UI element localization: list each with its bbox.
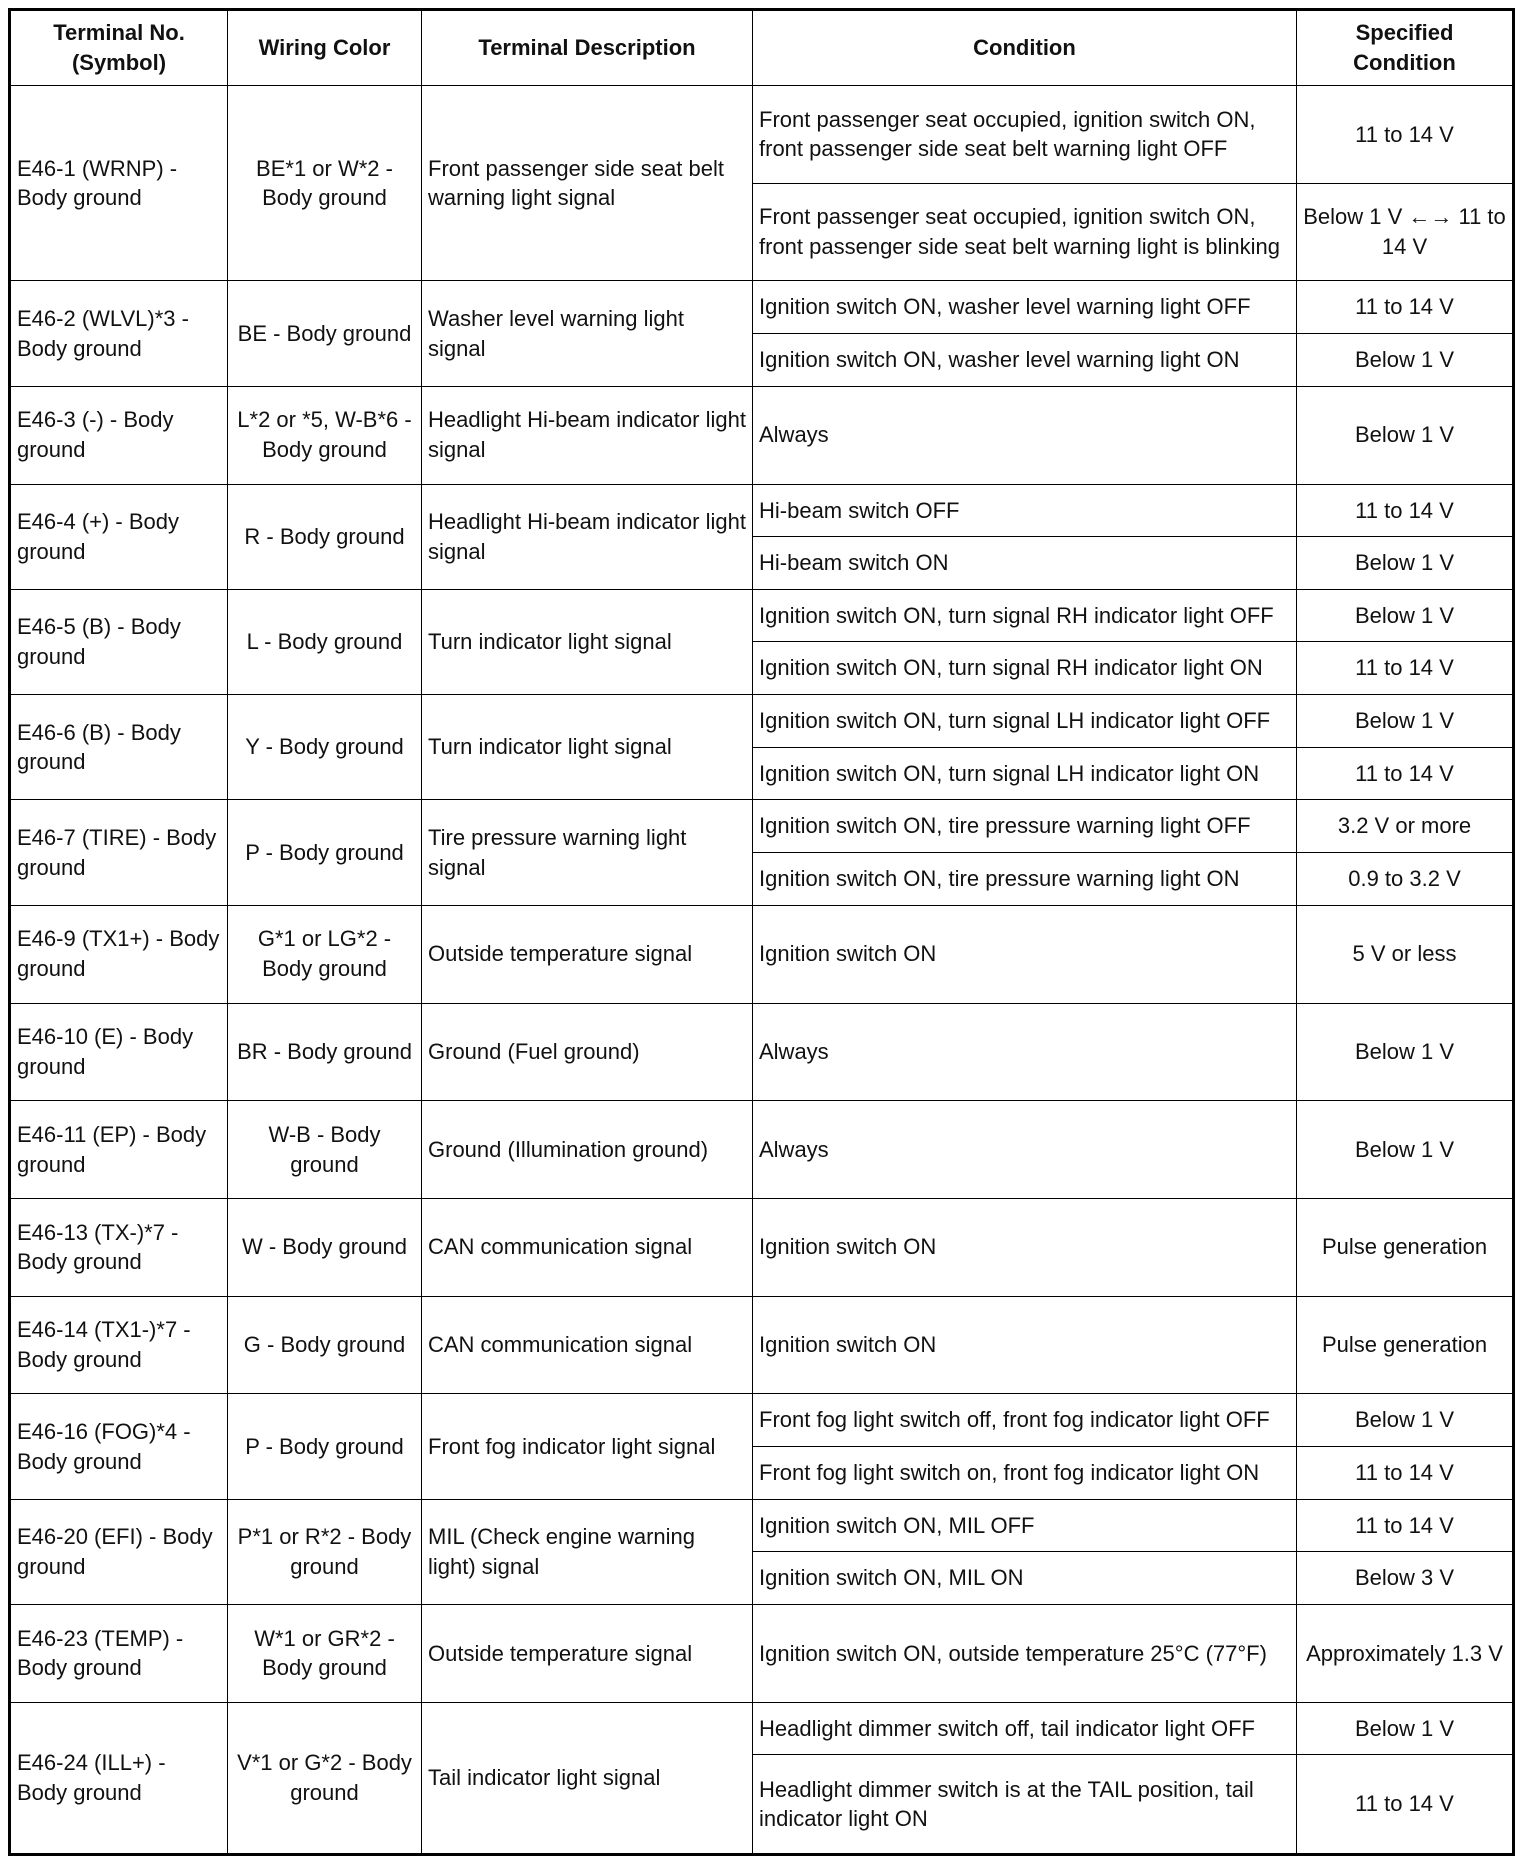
specified-condition-cell: 3.2 V or more — [1297, 800, 1514, 853]
specified-condition-cell: Below 3 V — [1297, 1552, 1514, 1605]
terminal-cell: E46-13 (TX-)*7 - Body ground — [10, 1198, 228, 1296]
specified-condition-cell: Below 1 V — [1297, 1101, 1514, 1199]
header-specified-condition: Specified Condition — [1297, 10, 1514, 86]
specified-condition-cell: Pulse generation — [1297, 1296, 1514, 1394]
condition-cell: Ignition switch ON, turn signal LH indicator light OFF — [753, 695, 1297, 748]
terminal-cell: E46-9 (TX1+) - Body ground — [10, 905, 228, 1003]
terminal-description-cell: MIL (Check engine warning light) signal — [422, 1499, 753, 1604]
condition-cell: Front passenger seat occupied, ignition switch ON, front passenger side seat belt warning light OFF — [753, 86, 1297, 184]
table-row — [10, 1101, 1514, 1199]
condition-cell: Always — [753, 386, 1297, 484]
wiring-color-cell: BE - Body ground — [228, 281, 422, 386]
condition-cell: Ignition switch ON, turn signal LH indicator light ON — [753, 747, 1297, 800]
table-row — [10, 905, 1514, 1003]
condition-cell: Ignition switch ON, washer level warning light OFF — [753, 281, 1297, 334]
condition-cell: Front fog light switch on, front fog indicator light ON — [753, 1447, 1297, 1500]
specified-condition-cell: Below 1 V — [1297, 589, 1514, 642]
specified-condition-cell: 11 to 14 V — [1297, 86, 1514, 184]
condition-cell: Ignition switch ON, tire pressure warning light ON — [753, 853, 1297, 906]
wiring-color-cell: W-B - Body ground — [228, 1101, 422, 1199]
table-row — [10, 695, 1514, 748]
condition-cell: Ignition switch ON — [753, 1296, 1297, 1394]
wiring-color-cell: W*1 or GR*2 - Body ground — [228, 1605, 422, 1703]
terminal-cell: E46-14 (TX1-)*7 - Body ground — [10, 1296, 228, 1394]
specified-condition-cell: Below 1 V — [1297, 537, 1514, 590]
condition-cell: Headlight dimmer switch is at the TAIL position, tail indicator light ON — [753, 1755, 1297, 1855]
terminal-cell: E46-10 (E) - Body ground — [10, 1003, 228, 1101]
condition-cell: Ignition switch ON, MIL OFF — [753, 1499, 1297, 1552]
terminal-cell: E46-7 (TIRE) - Body ground — [10, 800, 228, 905]
condition-cell: Ignition switch ON, MIL ON — [753, 1552, 1297, 1605]
specified-condition-cell: 11 to 14 V — [1297, 747, 1514, 800]
condition-cell: Ignition switch ON — [753, 1198, 1297, 1296]
condition-cell: Ignition switch ON, washer level warning light ON — [753, 334, 1297, 387]
terminal-cell: E46-4 (+) - Body ground — [10, 484, 228, 589]
condition-cell: Front fog light switch off, front fog indicator light OFF — [753, 1394, 1297, 1447]
wiring-color-cell: L*2 or *5, W-B*6 - Body ground — [228, 386, 422, 484]
specified-condition-cell: 11 to 14 V — [1297, 281, 1514, 334]
specified-condition-cell: Below 1 V — [1297, 334, 1514, 387]
wiring-color-cell: P*1 or R*2 - Body ground — [228, 1499, 422, 1604]
terminal-description-cell: Tail indicator light signal — [422, 1702, 753, 1854]
specified-condition-cell: 0.9 to 3.2 V — [1297, 853, 1514, 906]
specified-condition-cell: 11 to 14 V — [1297, 484, 1514, 537]
table-row — [10, 1296, 1514, 1394]
specified-condition-cell: 5 V or less — [1297, 905, 1514, 1003]
terminal-cell: E46-23 (TEMP) - Body ground — [10, 1605, 228, 1703]
condition-cell: Ignition switch ON, turn signal RH indicator light OFF — [753, 589, 1297, 642]
condition-cell: Hi-beam switch ON — [753, 537, 1297, 590]
condition-cell: Always — [753, 1003, 1297, 1101]
table-row — [10, 1605, 1514, 1703]
wiring-color-cell: BE*1 or W*2 - Body ground — [228, 86, 422, 281]
specified-condition-cell: Below 1 V — [1297, 1702, 1514, 1755]
terminal-cell: E46-24 (ILL+) - Body ground — [10, 1702, 228, 1854]
condition-cell: Headlight dimmer switch off, tail indicator light OFF — [753, 1702, 1297, 1755]
specified-condition-cell: Approximately 1.3 V — [1297, 1605, 1514, 1703]
terminal-cell: E46-5 (B) - Body ground — [10, 589, 228, 694]
terminal-cell: E46-11 (EP) - Body ground — [10, 1101, 228, 1199]
condition-cell: Ignition switch ON, tire pressure warning light OFF — [753, 800, 1297, 853]
terminal-description-cell: Tire pressure warning light signal — [422, 800, 753, 905]
terminal-description-cell: Washer level warning light signal — [422, 281, 753, 386]
specified-condition-cell: 11 to 14 V — [1297, 1447, 1514, 1500]
terminal-description-cell: Ground (Illumination ground) — [422, 1101, 753, 1199]
specified-condition-cell: 11 to 14 V — [1297, 1755, 1514, 1855]
wiring-color-cell: G - Body ground — [228, 1296, 422, 1394]
table-row — [10, 281, 1514, 334]
wiring-color-cell: L - Body ground — [228, 589, 422, 694]
specified-condition-cell: 11 to 14 V — [1297, 1499, 1514, 1552]
condition-cell: Ignition switch ON, turn signal RH indicator light ON — [753, 642, 1297, 695]
terminal-description-cell: Outside temperature signal — [422, 905, 753, 1003]
condition-cell: Front passenger seat occupied, ignition switch ON, front passenger side seat belt warning light is blinking — [753, 183, 1297, 281]
wiring-color-cell: G*1 or LG*2 - Body ground — [228, 905, 422, 1003]
table-row — [10, 1198, 1514, 1296]
specified-condition-cell: Below 1 V — [1297, 1394, 1514, 1447]
header-condition: Condition — [753, 10, 1297, 86]
terminal-spec-table — [8, 8, 1515, 1856]
header-row — [10, 10, 1514, 86]
terminal-spec-document — [8, 8, 1512, 1856]
terminal-description-cell: Outside temperature signal — [422, 1605, 753, 1703]
header-terminal-description: Terminal Description — [422, 10, 753, 86]
table-body — [10, 86, 1514, 1855]
wiring-color-cell: BR - Body ground — [228, 1003, 422, 1101]
wiring-color-cell: W - Body ground — [228, 1198, 422, 1296]
condition-cell: Hi-beam switch OFF — [753, 484, 1297, 537]
table-row — [10, 86, 1514, 184]
terminal-description-cell: Turn indicator light signal — [422, 589, 753, 694]
specified-condition-cell: Below 1 V — [1297, 1003, 1514, 1101]
terminal-cell: E46-2 (WLVL)*3 - Body ground — [10, 281, 228, 386]
terminal-description-cell: CAN communication signal — [422, 1198, 753, 1296]
terminal-cell: E46-6 (B) - Body ground — [10, 695, 228, 800]
wiring-color-cell: V*1 or G*2 - Body ground — [228, 1702, 422, 1854]
table-row — [10, 386, 1514, 484]
terminal-description-cell: Ground (Fuel ground) — [422, 1003, 753, 1101]
table-row — [10, 1394, 1514, 1447]
terminal-cell: E46-3 (-) - Body ground — [10, 386, 228, 484]
condition-cell: Ignition switch ON, outside temperature 25°C (77°F) — [753, 1605, 1297, 1703]
table-row — [10, 589, 1514, 642]
table-row — [10, 800, 1514, 853]
terminal-description-cell: Turn indicator light signal — [422, 695, 753, 800]
table-row — [10, 484, 1514, 537]
specified-condition-cell: Pulse generation — [1297, 1198, 1514, 1296]
specified-condition-cell: Below 1 V ←→ 11 to 14 V — [1297, 183, 1514, 281]
terminal-cell: E46-1 (WRNP) - Body ground — [10, 86, 228, 281]
condition-cell: Always — [753, 1101, 1297, 1199]
wiring-color-cell: R - Body ground — [228, 484, 422, 589]
table-row — [10, 1003, 1514, 1101]
terminal-cell: E46-16 (FOG)*4 - Body ground — [10, 1394, 228, 1499]
terminal-description-cell: Headlight Hi-beam indicator light signal — [422, 386, 753, 484]
header-terminal: Terminal No. (Symbol) — [10, 10, 228, 86]
terminal-description-cell: Front passenger side seat belt warning light signal — [422, 86, 753, 281]
header-wiring-color: Wiring Color — [228, 10, 422, 86]
terminal-cell: E46-20 (EFI) - Body ground — [10, 1499, 228, 1604]
terminal-description-cell: Front fog indicator light signal — [422, 1394, 753, 1499]
wiring-color-cell: P - Body ground — [228, 1394, 422, 1499]
specified-condition-cell: Below 1 V — [1297, 695, 1514, 748]
table-row — [10, 1499, 1514, 1552]
table-row — [10, 1702, 1514, 1755]
wiring-color-cell: Y - Body ground — [228, 695, 422, 800]
specified-condition-cell: Below 1 V — [1297, 386, 1514, 484]
specified-condition-cell: 11 to 14 V — [1297, 642, 1514, 695]
wiring-color-cell: P - Body ground — [228, 800, 422, 905]
terminal-description-cell: Headlight Hi-beam indicator light signal — [422, 484, 753, 589]
condition-cell: Ignition switch ON — [753, 905, 1297, 1003]
terminal-description-cell: CAN communication signal — [422, 1296, 753, 1394]
